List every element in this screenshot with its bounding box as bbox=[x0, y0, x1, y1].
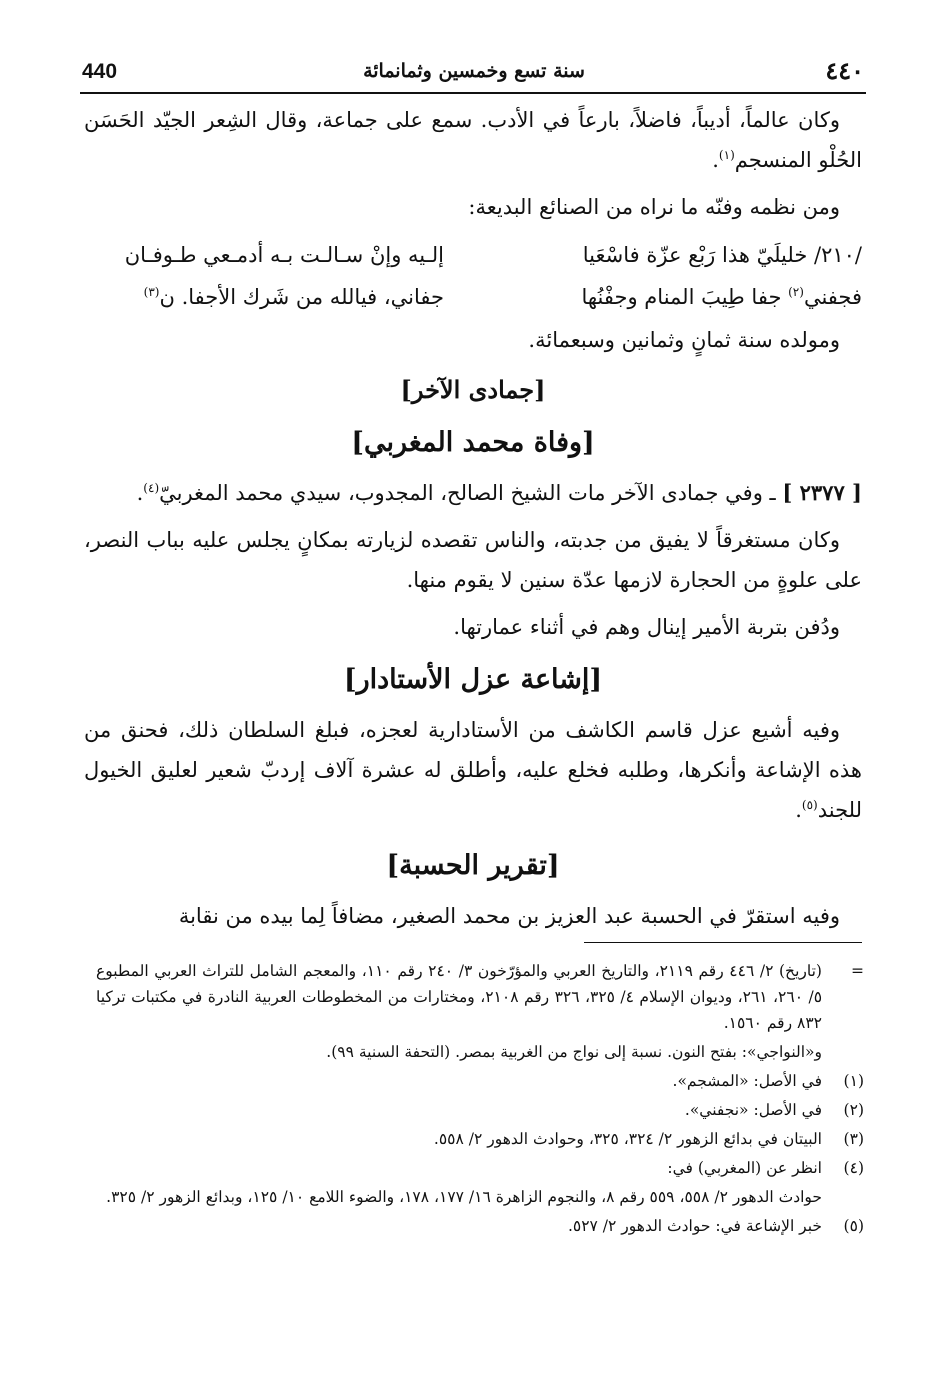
period: . bbox=[136, 481, 144, 505]
poem bbox=[84, 234, 862, 318]
footnote-marker: (٤) bbox=[843, 1159, 864, 1177]
paragraph bbox=[84, 520, 862, 600]
footnote-ref: (١) bbox=[718, 148, 735, 162]
section-heading: [إشاعة عزل الأستادار] bbox=[343, 664, 603, 695]
section-heading: [جمادى الآخر] bbox=[400, 375, 546, 404]
footnote bbox=[96, 1097, 864, 1123]
paragraph bbox=[84, 100, 862, 180]
paragraph-text: وفيه أشيع عزل قاسم الكاشف من الأستادارية لعجزه، فبلغ السلطان ذلك، فحنق من هذه الإشاعة وأنكرها، وطلبه فخلع عليه، وأطلق له عشرة آلاف إردبّ شعير لعليق الخيول للجند bbox=[84, 718, 862, 822]
footnote-text: البيتان في بدائع الزهور ٢/ ٣٢٤، ٣٢٥، وحوادث الدهور ٢/ ٥٥٨. bbox=[433, 1130, 822, 1148]
entry-number: [ ٢٣٧٧ ] bbox=[782, 480, 862, 505]
poem-verse bbox=[84, 234, 862, 276]
verse-hemistich bbox=[532, 276, 862, 318]
header-rule bbox=[80, 92, 866, 94]
footnote-marker bbox=[822, 1039, 864, 1065]
footnote-rule bbox=[584, 942, 862, 943]
footnote bbox=[96, 1126, 864, 1152]
paragraph-text: ودُفن بتربة الأمير إينال وهم في أثناء عمارتها. bbox=[453, 615, 840, 639]
paragraph-text: ـ وفي جمادى الآخر مات الشيخ الصالح، المجدوب، سيدي محمد المغربيّ bbox=[159, 481, 783, 505]
verse-hemistich bbox=[84, 276, 444, 318]
footnote-marker bbox=[822, 1184, 864, 1210]
footnote-text: (تاريخ) ٢/ ٤٤٦ رقم ٢١١٩، والتاريخ العربي والمؤرّخون ٣/ ٢٤٠ رقم ١١٠، والمعجم الشامل للتراث العربي المطبوع ٥/ ٢٦٠، ٢٦١، وديوان الإسلام ٤/ ٣٢٥، ٣٢٦ رقم ٢١٠٨، ومختارات من المخطوطات العربية النادرة في مكتبات تركيا ٨٣٢ رقم ١٥٦٠. bbox=[96, 962, 823, 1032]
footnote-text: حوادث الدهور ٢/ ٥٥٨، ٥٥٩ رقم ٨، والنجوم الزاهرة ١٦/ ١٧٧، ١٧٨، والضوء اللامع ١٠/ ١٢٥، وبدائع الزهور ٢/ ٣٢٥. bbox=[106, 1188, 822, 1206]
footnote-text: في الأصل: «المشجم». bbox=[672, 1072, 822, 1090]
period: . bbox=[795, 798, 802, 822]
footnote-text: خبر الإشاعة في: حوادث الدهور ٢/ ٥٢٧. bbox=[567, 1217, 822, 1235]
running-title: سنة تسع وخمسين وثمانمائة bbox=[363, 60, 585, 82]
footnote-marker: (٥) bbox=[843, 1217, 864, 1235]
paragraph bbox=[84, 896, 862, 936]
paragraph bbox=[84, 187, 862, 227]
paragraph-text: وفيه استقرّ في الحسبة عبد العزيز بن محمد الصغير، مضافاً لِما بيده من نقابة bbox=[178, 904, 840, 928]
footnotes bbox=[96, 958, 864, 1242]
footnote-ref: (٣) bbox=[143, 285, 160, 299]
footnote bbox=[96, 1213, 864, 1239]
footnote-ref: (٤) bbox=[143, 481, 160, 495]
poem-verse bbox=[84, 276, 862, 318]
page-number-arabic: ٤٤٠ bbox=[825, 56, 864, 85]
footnote-text: في الأصل: «نجفني». bbox=[684, 1101, 822, 1119]
footnote-text: و«النواجي»: بفتح النون. نسبة إلى نواج من الغربية بمصر. (التحفة السنية ٩٩). bbox=[326, 1043, 822, 1061]
footnote-text: انظر عن (المغربي) في: bbox=[667, 1159, 822, 1177]
paragraph bbox=[84, 320, 862, 360]
paragraph bbox=[84, 607, 862, 647]
period: . bbox=[712, 148, 719, 172]
verse-hemistich: /٢١٠/ خليلَيّ هذا رَبْع عزّة فاسْعَيا bbox=[582, 243, 862, 267]
page-number-latin: 440 bbox=[82, 60, 118, 83]
footnote-ref: (٢) bbox=[788, 285, 804, 299]
paragraph-text: ومن نظمه وفنّه ما نراه من الصنائع البديعة: bbox=[468, 195, 840, 219]
section-heading: [وفاة محمد المغربي] bbox=[351, 427, 595, 458]
footnote-marker: (٢) bbox=[843, 1101, 864, 1119]
footnote bbox=[96, 1155, 864, 1181]
main-text bbox=[84, 100, 862, 943]
verse-hemistich: إلـيه وإنْ سـالـت بـه أدمـعي طـوفـان bbox=[124, 243, 444, 267]
footnote-ref: (٥) bbox=[801, 798, 818, 812]
footnote bbox=[96, 1184, 864, 1210]
footnote bbox=[96, 1068, 864, 1094]
footnote bbox=[96, 958, 864, 1036]
paragraph-text: ومولده سنة ثمانٍ وثمانين وسبعمائة. bbox=[528, 328, 840, 352]
page-header bbox=[80, 52, 868, 88]
footnote-marker: (٣) bbox=[843, 1130, 864, 1148]
footnote bbox=[96, 1039, 864, 1065]
paragraph-text: وكان مستغرقاً لا يفيق من جدبته، والناس تقصده لزيارته بمكانٍ يجلس عليه بباب النصر، على علوةٍ من الحجارة لازمها عدّة سنين لا يقوم منها. bbox=[84, 528, 862, 592]
paragraph bbox=[84, 473, 862, 513]
section-heading: [تقرير الحسبة] bbox=[386, 850, 560, 881]
footnote-marker: (١) bbox=[843, 1072, 864, 1090]
paragraph-text: وكان عالماً، أديباً، فاضلاً، بارعاً في الأدب. سمع على جماعة، وقال الشِعر الجيّد الحَسَن الحُلْو المنسجم bbox=[84, 108, 862, 172]
verse-word: فجفني bbox=[803, 285, 862, 309]
verse-text: جفا طِيبَ المنام وجفْنُها bbox=[581, 285, 789, 309]
verse-text: جفاني، فيالله من شَرك الأجفا. ن bbox=[159, 285, 444, 309]
paragraph bbox=[84, 710, 862, 830]
footnote-marker: = bbox=[851, 962, 864, 980]
